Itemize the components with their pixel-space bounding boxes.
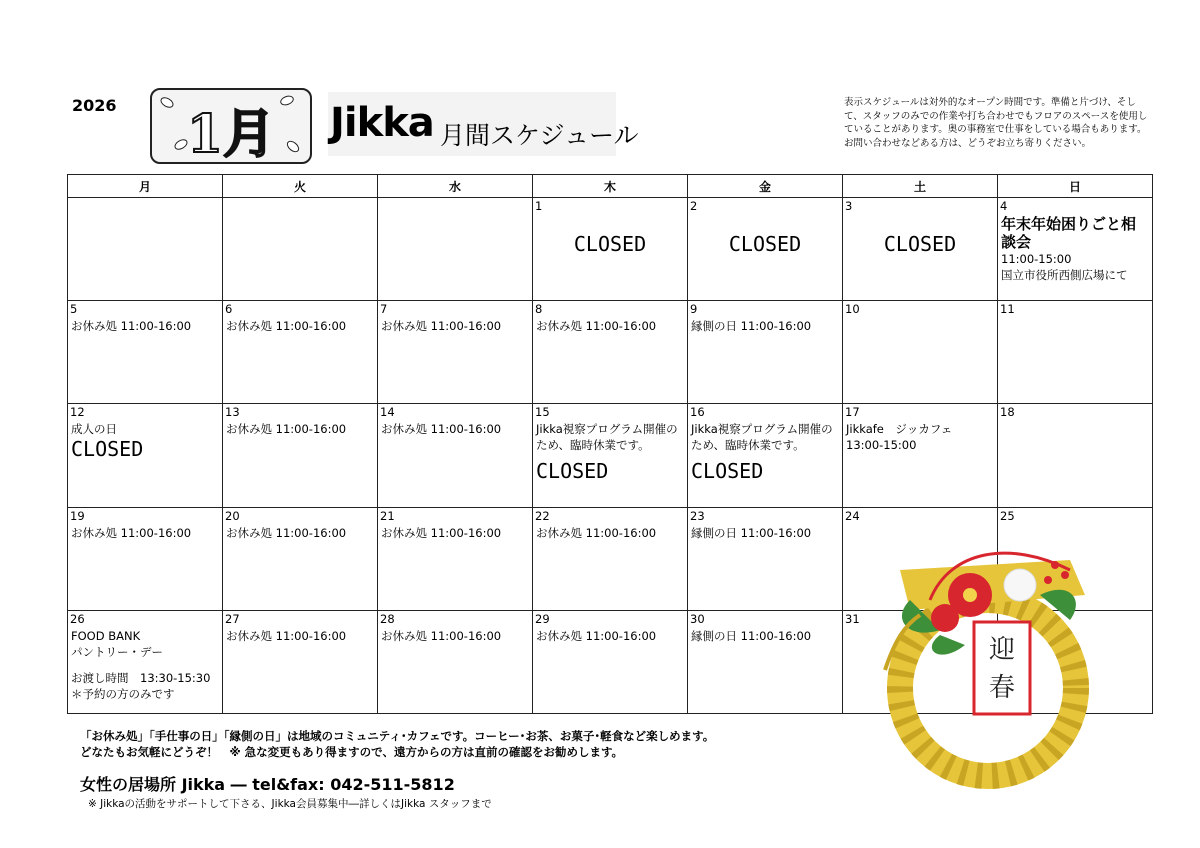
day-events xyxy=(226,421,375,437)
calendar-day-cell xyxy=(998,301,1153,404)
event-title: 年末年始困りごと相談会 xyxy=(1001,215,1137,251)
event-line: お休み処 11:00-16:00 xyxy=(381,525,502,540)
calendar-day-cell xyxy=(378,404,533,507)
calendar-day-cell xyxy=(688,507,843,610)
day-number: 1 xyxy=(535,199,543,213)
day-number: 3 xyxy=(845,199,853,213)
calendar-day-cell xyxy=(378,610,533,713)
event-line: FOOD BANK xyxy=(71,628,141,643)
day-events xyxy=(691,421,840,483)
day-events xyxy=(536,318,685,334)
day-number: 10 xyxy=(845,302,860,317)
calendar-day-cell xyxy=(688,404,843,507)
seal-text: 迎 xyxy=(988,635,1016,665)
day-number: 25 xyxy=(1000,508,1015,523)
closed-label: CLOSED xyxy=(691,459,764,484)
day-number: 19 xyxy=(70,508,85,523)
calendar-week-row xyxy=(68,404,1153,507)
opening-notice: 表示スケジュールは対外的なオープン時間です。準備と片づけ、そして、スタッフのみでの作業や打ち合わせでもフロアのスペースを使用していることがあります。奥の事務室で仕事をしている場合もあります。お問い合わせなどある方は、どうぞお立ち寄りください。 xyxy=(844,97,1148,149)
weekday-header: 日 xyxy=(998,175,1153,198)
calendar-day-cell xyxy=(998,198,1153,301)
event-line: お休み処 11:00-16:00 xyxy=(536,628,657,643)
year-label: 2026 xyxy=(72,96,117,115)
calendar-day-cell xyxy=(68,404,223,507)
month-label: 1月 xyxy=(186,104,276,165)
day-events xyxy=(536,525,685,541)
day-number: 22 xyxy=(535,508,550,523)
event-line: お休み処 11:00-16:00 xyxy=(226,525,347,540)
event-line: 縁側の日 11:00-16:00 xyxy=(691,319,812,334)
day-number: 9 xyxy=(690,302,698,317)
seal-text: 春 xyxy=(988,673,1016,703)
day-number: 13 xyxy=(225,405,240,420)
footer-note-line: どなたもお気軽にどうぞ！ ※ 急な変更もあり得ますので、遠方からの方は直前の確認をお勧めします。 xyxy=(80,745,624,759)
schedule-subtitle: 月間スケジュール xyxy=(440,121,639,150)
calendar-day-cell xyxy=(533,198,688,301)
day-number: 11 xyxy=(1000,302,1015,317)
day-number: 15 xyxy=(535,405,550,420)
day-events xyxy=(226,525,375,541)
day-events xyxy=(381,421,530,437)
calendar-day-cell xyxy=(378,198,533,301)
calendar-week-row xyxy=(68,198,1153,301)
day-number: 17 xyxy=(845,405,860,420)
membership-note: ※ Jikkaの活動をサポートして下さる、Jikka会員募集中―詳しくはJikka スタッフまで xyxy=(88,798,492,810)
day-events xyxy=(691,628,840,644)
calendar-day-cell xyxy=(378,301,533,404)
event-line: お休み処 11:00-16:00 xyxy=(536,319,657,334)
day-events xyxy=(381,525,530,541)
camellia-flower xyxy=(931,604,959,632)
calendar-day-cell xyxy=(843,301,998,404)
event-line: 縁側の日 11:00-16:00 xyxy=(691,628,812,643)
day-events xyxy=(381,318,530,334)
event-line: ＊予約の方のみです xyxy=(71,686,175,701)
weekday-header-row xyxy=(68,175,1153,198)
event-line: お休み処 11:00-16:00 xyxy=(226,319,347,334)
calendar-day-cell xyxy=(68,301,223,404)
berry xyxy=(1051,561,1059,569)
day-events xyxy=(846,421,995,453)
event-line: お休み処 11:00-16:00 xyxy=(226,422,347,437)
day-number: 5 xyxy=(70,302,78,317)
weekday-header: 土 xyxy=(843,175,998,198)
day-number: 24 xyxy=(845,508,860,523)
weekday-header: 金 xyxy=(688,175,843,198)
day-events xyxy=(691,318,840,334)
closed-label: CLOSED xyxy=(883,232,957,256)
event-line xyxy=(71,660,220,670)
day-events xyxy=(691,525,840,541)
calendar-day-cell xyxy=(223,610,378,713)
weekday-header: 火 xyxy=(223,175,378,198)
leaf xyxy=(932,635,965,655)
day-number: 12 xyxy=(70,405,85,420)
event-line: お休み処 11:00-16:00 xyxy=(71,525,192,540)
day-number: 14 xyxy=(380,405,395,420)
brand-name: Jikka xyxy=(330,100,434,146)
calendar-day-cell xyxy=(533,301,688,404)
calendar-day-cell xyxy=(223,198,378,301)
footer-note xyxy=(80,728,714,760)
day-number: 18 xyxy=(1000,405,1015,420)
event-line: 11:00-15:00 xyxy=(1001,252,1072,266)
day-events xyxy=(71,525,220,541)
weekday-header: 木 xyxy=(533,175,688,198)
event-line: お休み処 11:00-16:00 xyxy=(226,628,347,643)
camellia-center xyxy=(963,588,977,602)
day-events xyxy=(71,421,220,461)
event-line: お渡し時間 13:30-15:30 xyxy=(71,670,211,685)
event-line: 13:00-15:00 xyxy=(846,438,917,453)
event-line: 成人の日 xyxy=(71,422,117,437)
day-number: 7 xyxy=(380,302,388,317)
day-number: 20 xyxy=(225,508,240,523)
event-line: お休み処 11:00-16:00 xyxy=(536,525,657,540)
calendar-day-cell xyxy=(533,404,688,507)
day-number: 16 xyxy=(690,405,705,420)
event-line: パントリー・デー xyxy=(71,644,163,659)
calendar-day-cell xyxy=(688,301,843,404)
day-number: 31 xyxy=(845,611,860,626)
day-events xyxy=(381,628,530,644)
day-number: 28 xyxy=(380,611,395,626)
calendar-day-cell xyxy=(68,507,223,610)
day-number: 23 xyxy=(690,508,705,523)
day-number: 26 xyxy=(70,611,85,626)
day-number: 6 xyxy=(225,302,233,317)
calendar-day-cell xyxy=(223,404,378,507)
event-line: お休み処 11:00-16:00 xyxy=(381,628,502,643)
white-flower xyxy=(1004,569,1036,601)
day-events xyxy=(536,421,685,483)
new-year-wreath-illustration xyxy=(870,540,1110,790)
calendar-day-cell xyxy=(68,610,223,713)
closed-label: CLOSED xyxy=(573,232,647,256)
event-line: 縁側の日 11:00-16:00 xyxy=(691,525,812,540)
weekday-header: 月 xyxy=(68,175,223,198)
event-line: Jikka視察プログラム開催のため、臨時休業です。 xyxy=(691,422,833,453)
calendar-day-cell xyxy=(378,507,533,610)
day-number: 21 xyxy=(380,508,395,523)
day-events xyxy=(536,628,685,644)
day-events xyxy=(226,628,375,644)
day-number: 30 xyxy=(690,611,705,626)
day-number: 2 xyxy=(690,199,698,213)
day-events xyxy=(226,318,375,334)
calendar-day-cell xyxy=(533,610,688,713)
calendar-day-cell xyxy=(688,198,843,301)
calendar-day-cell xyxy=(68,198,223,301)
event-line: お休み処 11:00-16:00 xyxy=(381,422,502,437)
closed-label: CLOSED xyxy=(728,232,802,256)
day-number: 4 xyxy=(1000,199,1008,213)
closed-label: CLOSED xyxy=(71,437,144,462)
calendar-day-cell xyxy=(998,404,1153,507)
calendar-day-cell xyxy=(223,301,378,404)
calendar-day-cell xyxy=(223,507,378,610)
day-events xyxy=(71,318,220,334)
event-line: Jikkafe ジッカフェ xyxy=(846,422,953,437)
calendar-week-row xyxy=(68,301,1153,404)
contact-line: 女性の居場所 Jikka ― tel&fax: 042-511-5812 xyxy=(80,775,455,794)
day-number: 29 xyxy=(535,611,550,626)
calendar-day-cell xyxy=(688,610,843,713)
event-line: 国立市役所西側広場にて xyxy=(1001,268,1128,282)
weekday-header: 水 xyxy=(378,175,533,198)
day-number: 8 xyxy=(535,302,543,317)
footer-note-line: 「お休み処」「手仕事の日」「縁側の日」は地域のコミュニティ･カフェです。コーヒー･お茶、お菓子･軽食など楽しめます。 xyxy=(80,729,715,743)
event-line: Jikka視察プログラム開催のため、臨時休業です。 xyxy=(536,422,678,453)
day-events xyxy=(71,628,220,702)
day-number: 27 xyxy=(225,611,240,626)
calendar-day-cell xyxy=(843,198,998,301)
day-events xyxy=(1001,215,1150,283)
month-badge xyxy=(150,88,312,164)
event-line: お休み処 11:00-16:00 xyxy=(381,319,502,334)
berry xyxy=(1044,576,1052,584)
event-line: お休み処 11:00-16:00 xyxy=(71,319,192,334)
calendar-day-cell xyxy=(533,507,688,610)
calendar-day-cell xyxy=(843,404,998,507)
berry xyxy=(1061,571,1069,579)
closed-label: CLOSED xyxy=(536,459,609,484)
